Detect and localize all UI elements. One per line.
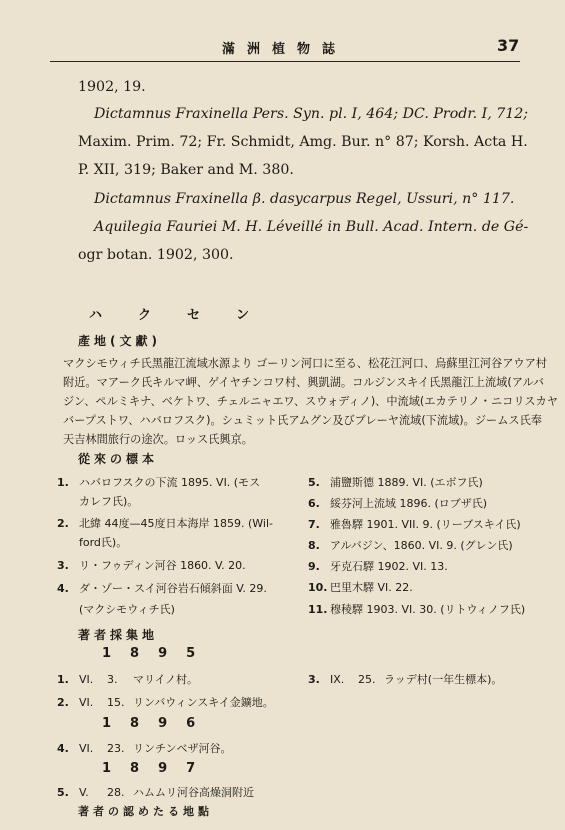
- specimen-entry-cont: ford氏)。: [79, 536, 128, 549]
- collection-entry: 3. IX. 25. ラッデ村(一年生標本)。: [308, 673, 503, 686]
- specimen-entry: 4. ダ・ゾー・スイ河谷岩石傾斜面 V. 29.: [57, 582, 267, 595]
- specimen-entry: 2. 北緯 44度—45度日本海岸 1859. (Wil-: [57, 517, 273, 530]
- citation-line: Maxim. Prim. 72; Fr. Schmidt, Amg. Bur. n° 87; Korsh. Acta H.: [78, 134, 528, 150]
- species-heading: ハクセン: [89, 308, 286, 323]
- section-heading: 著者の認めたる地點: [78, 805, 213, 818]
- specimen-entry: 11. 穆稜驛 1903. VI. 30. (リトウィノフ氏): [308, 603, 526, 616]
- specimen-entry: 6. 綏芬河上流域 1896. (ロブザ氏): [308, 497, 488, 510]
- collection-entry: 4. VI. 23. リンチンベザ河谷。: [57, 742, 232, 755]
- habitat-line: ジン、ペルミキナ、ベケトワ、チェルニャエワ、スウォディノ)、中流域(エカテリノ・ニコリスカヤ: [63, 395, 558, 408]
- collection-entry: 2. VI. 15. リンバウィンスキイ金鑛地。: [57, 696, 274, 709]
- habitat-line: 附近。マアーク氏キルマ岬、ゲイヤチンコワ村、興凱湖。コルジンスキイ氏黑龍江上流域(アルバ: [63, 376, 545, 389]
- section-heading: 從來の標本: [78, 452, 159, 466]
- collection-entry: 1. VI. 3. マリイノ村。: [57, 673, 199, 686]
- specimen-entry: 1. ハバロフスクの下流 1895. VI. (モス: [57, 476, 261, 489]
- citation-line: ogr botan. 1902, 300.: [78, 247, 234, 263]
- citation-line: Dictamnus Fraxinella Pers. Syn. pl. I, 464; DC. Prodr. I, 712;: [94, 106, 529, 122]
- running-title: 滿洲植物誌: [222, 42, 348, 57]
- specimen-entry-cont: (マクシモウィチ氏): [79, 603, 175, 616]
- citation-line: P. XII, 319; Baker and M. 380.: [78, 162, 294, 178]
- specimen-entry: 8. アルバジン、1860. VI. 9. (グレン氏): [308, 539, 513, 552]
- header-rule: [50, 61, 520, 62]
- year-label: 1897: [102, 761, 215, 776]
- citation-line: Aquilegia Fauriei M. H. Léveillé in Bull. Acad. Intern. de Gé-: [94, 219, 529, 235]
- habitat-line: 天吉林間旅行の途次。ロッス氏興京。: [63, 433, 253, 446]
- collection-entry: 5. V. 28. ハムムリ河谷高燥洞附近: [57, 786, 254, 799]
- specimen-entry-cont: カレフ氏)。: [79, 495, 139, 508]
- specimen-entry: 10. 巴里木驛 VI. 22.: [308, 581, 413, 594]
- specimen-entry: 9. 牙克石驛 1902. VI. 13.: [308, 560, 448, 573]
- running-header: [0, 36, 565, 58]
- citation-line: 1902, 19.: [78, 79, 146, 95]
- page-number: 37: [497, 36, 520, 55]
- habitat-line: マクシモウィチ氏黑龍江流域水源より ゴーリン河口に至る、松花江河口、烏蘇里江河谷アウア村: [63, 357, 547, 370]
- section-heading: 產地(文獻): [78, 334, 161, 348]
- specimen-entry: 7. 雅魯驛 1901. VII. 9. (リーブスキイ氏): [308, 518, 521, 531]
- specimen-entry: 5. 浦鹽斯德 1889. VI. (エボフ氏): [308, 476, 483, 489]
- specimen-entry: 3. リ・フゥディン河谷 1860. V. 20.: [57, 559, 246, 572]
- citation-line: Dictamnus Fraxinella β. dasycarpus Regel, Ussuri, n° 117.: [94, 191, 515, 207]
- habitat-line: バープストワ、ハバロフスク)。シュミット氏アムグン及びブレーヤ流域(下流域)。ジームス氏奉: [63, 414, 542, 427]
- year-label: 1895: [102, 646, 215, 661]
- year-label: 1896: [102, 716, 215, 731]
- section-heading: 著者採集地: [78, 628, 159, 642]
